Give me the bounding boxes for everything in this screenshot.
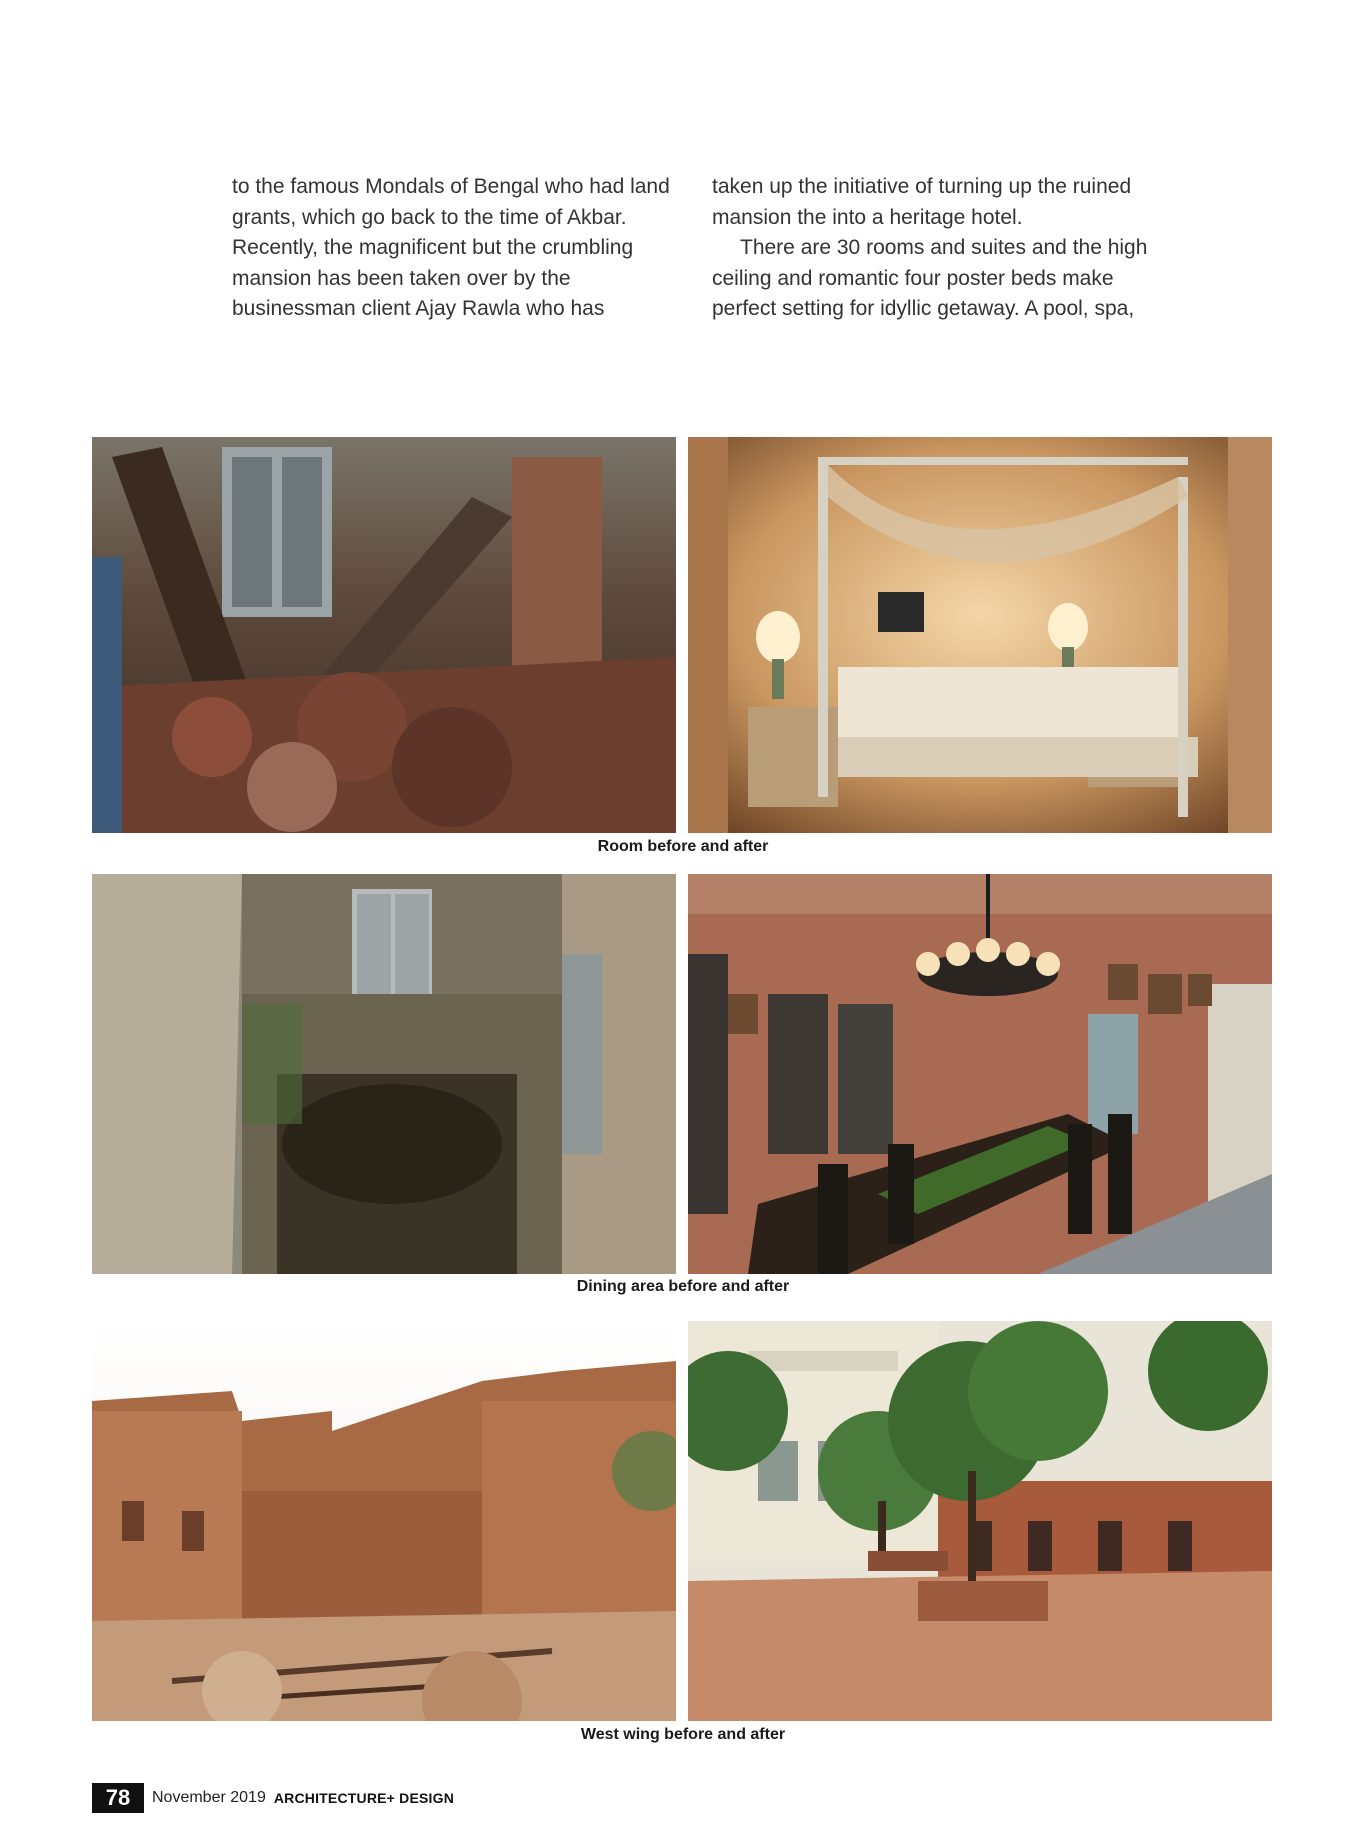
page-footer — [92, 1783, 454, 1813]
issue-date: November 2019 — [152, 1789, 266, 1806]
figure-caption: West wing before and after — [580, 1726, 786, 1743]
west-wing-before-photo — [92, 1321, 676, 1721]
article-column-left — [232, 172, 672, 325]
room-before-photo — [92, 437, 676, 833]
magazine-name: ARCHITECTURE+ DESIGN — [273, 1790, 455, 1806]
dining-after-photo — [688, 874, 1272, 1274]
room-after-photo — [688, 437, 1272, 833]
dining-before-photo — [92, 874, 676, 1274]
west-wing-after-photo — [688, 1321, 1272, 1721]
article-paragraph: taken up the initiative of turning up the ruined mansion the into a heritage hotel. — [712, 175, 1132, 229]
article-column-right — [712, 172, 1182, 325]
figure-caption: Dining area before and after — [576, 1278, 790, 1295]
article-paragraph: to the famous Mondals of Bengal who had land grants, which go back to the time of Akbar. Recently, the magnificent but the crumbling mansion has been taken over by the businessman client Ajay Rawla who has — [232, 175, 670, 320]
article-paragraph: There are 30 rooms and suites and the high ceiling and romantic four poster beds make perfect setting for idyllic getaway. A pool, spa, — [712, 236, 1148, 320]
figure-caption: Room before and after — [597, 838, 769, 855]
page-number: 78 — [92, 1783, 144, 1813]
